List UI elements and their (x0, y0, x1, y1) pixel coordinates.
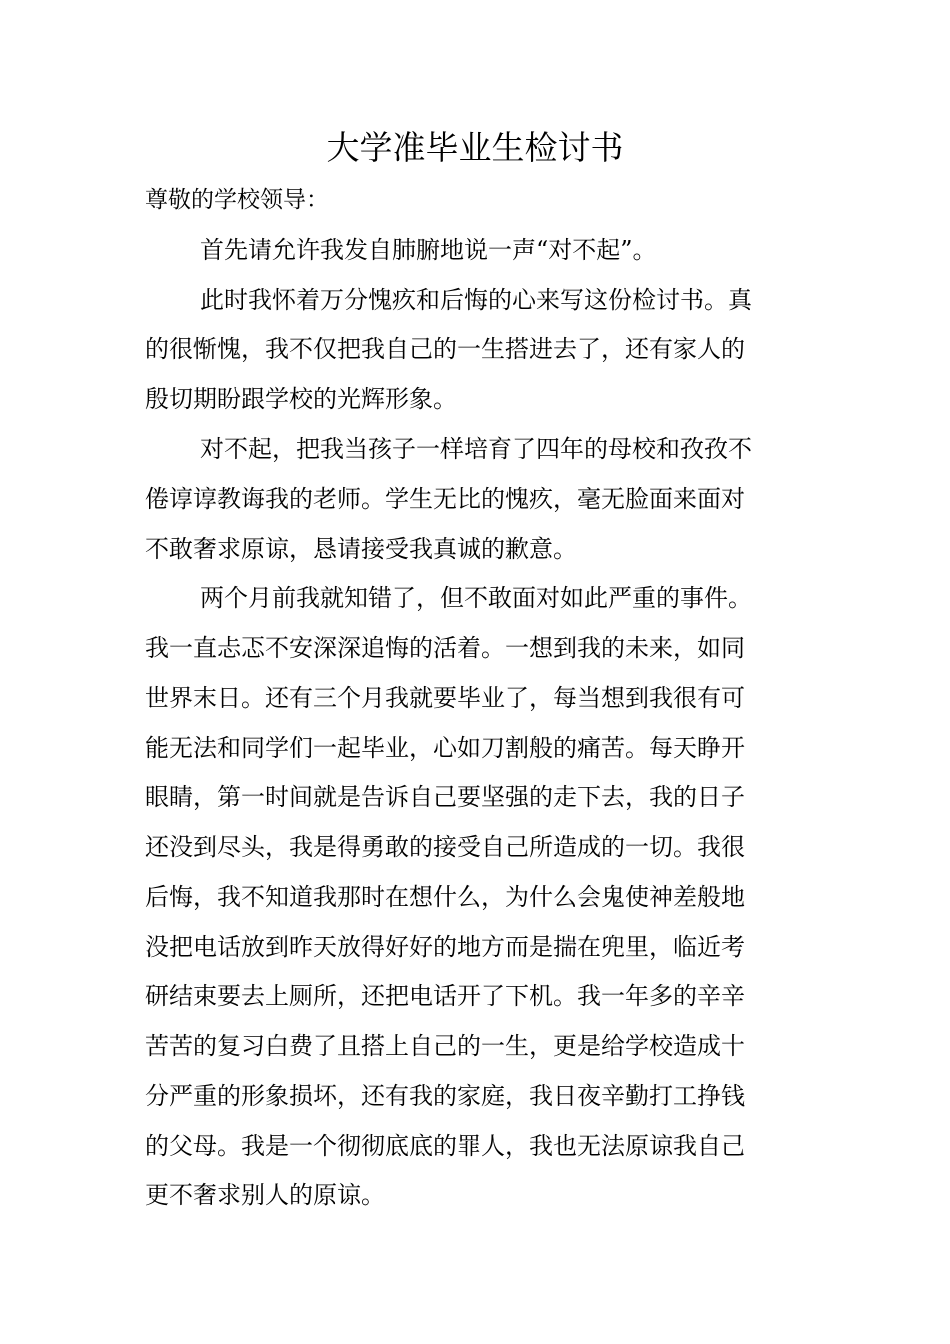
text-line: 研结束要去上厕所，还把电话开了下机。我一年多的辛辛 (145, 982, 745, 1010)
text-line: 眼睛，第一时间就是告诉自己要坚强的走下去，我的日子 (145, 783, 745, 811)
text-line: 不敢奢求原谅，恳请接受我真诚的歉意。 (145, 535, 577, 563)
text-line: 分严重的形象损坏，还有我的家庭，我日夜辛勤打工挣钱 (145, 1082, 745, 1110)
text-line: 能无法和同学们一起毕业，心如刀割般的痛苦。每天睁开 (145, 734, 745, 762)
salutation: 尊敬的学校领导： (145, 187, 329, 213)
text-line: 倦谆谆教诲我的老师。学生无比的愧疚，毫无脸面来面对 (145, 485, 745, 513)
text-line: 首先请允许我发自肺腑地说一声“对不起”。 (200, 236, 657, 264)
text-line: 的父母。我是一个彻彻底底的罪人，我也无法原谅我自己 (145, 1132, 745, 1160)
text-line: 更不奢求别人的原谅。 (145, 1181, 385, 1209)
text-line: 世界末日。还有三个月我就要毕业了，每当想到我很有可 (145, 684, 745, 712)
text-line: 的很惭愧，我不仅把我自己的一生搭进去了，还有家人的 (145, 335, 745, 363)
text-line: 还没到尽头，我是得勇敢的接受自己所造成的一切。我很 (145, 833, 745, 861)
text-line: 殷切期盼跟学校的光辉形象。 (145, 385, 457, 413)
text-line: 我一直忐忑不安深深追悔的活着。一想到我的未来，如同 (145, 634, 745, 662)
text-line: 苦苦的复习白费了且搭上自己的一生，更是给学校造成十 (145, 1032, 745, 1060)
text-line: 后悔，我不知道我那时在想什么，为什么会鬼使神差般地 (145, 883, 745, 911)
text-line: 对不起，把我当孩子一样培育了四年的母校和孜孜不 (200, 435, 752, 463)
document-title: 大学准毕业生检讨书 (326, 128, 624, 167)
text-line: 没把电话放到昨天放得好好的地方而是揣在兜里，临近考 (145, 933, 745, 961)
text-line: 两个月前我就知错了，但不敢面对如此严重的事件。 (200, 584, 752, 612)
text-line: 此时我怀着万分愧疚和后悔的心来写这份检讨书。真 (200, 286, 752, 314)
